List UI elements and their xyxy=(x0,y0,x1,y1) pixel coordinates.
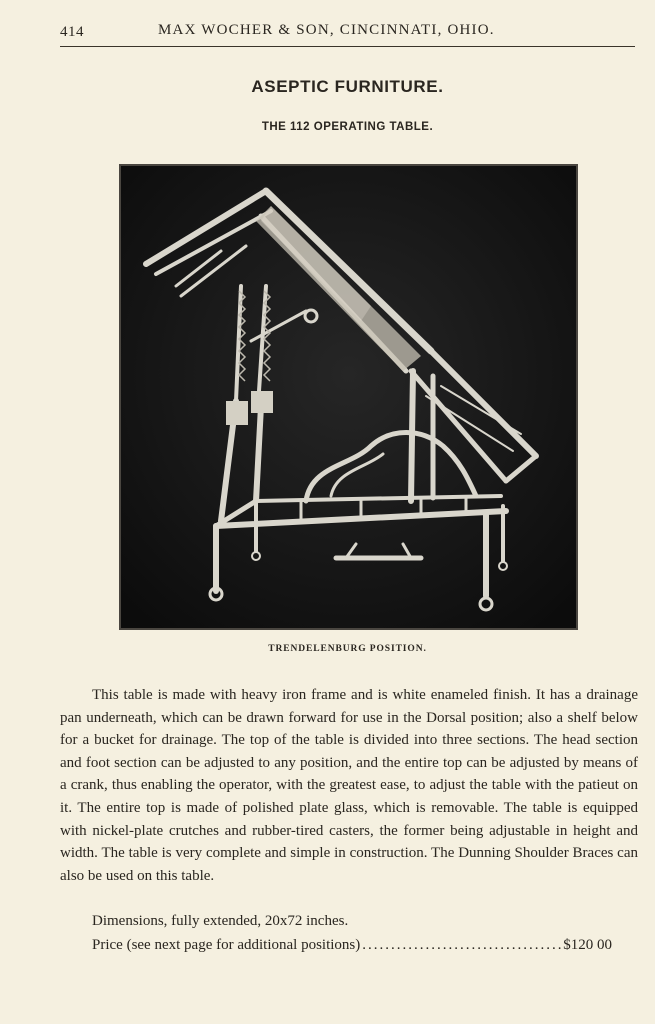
page-number: 414 xyxy=(60,24,84,40)
description-text xyxy=(60,684,638,887)
price-value: $120 00 xyxy=(563,937,612,953)
section-title: ASEPTIC FURNITURE. xyxy=(251,77,444,96)
product-subtitle: THE 112 OPERATING TABLE. xyxy=(261,121,434,133)
leader-dots xyxy=(362,937,561,954)
price-line xyxy=(92,937,612,954)
dimensions-line: Dimensions, fully extended, 20x72 inches. xyxy=(92,913,349,929)
running-title: MAX WOCHER & SON, CINCINNATI, OHIO. xyxy=(158,22,495,38)
figure-caption: TRENDELENBURG POSITION. xyxy=(268,644,427,654)
running-header xyxy=(60,18,635,47)
price-label: Price (see next page for additional positions) xyxy=(92,937,361,953)
operating-table-photo xyxy=(119,164,578,630)
description-paragraph: This table is made with heavy iron frame and is white enameled finish. It has a drainage pan underneath, which can be drawn forward for use in the Dorsal position; also a shelf below for a bucket for drainage. The top of the table is divided into three sections. The head section and foot section can be adjusted to any position, and the entire top can be adjusted by means of a crank, thus enabling the operator, with the greatest ease, to adjust the table with the patieut on it. The entire top is made of polished plate glass, which is removable. The table is equipped with nickel-plate crutches and rubber-tired casters, the former being adjustable in height and width. The table is very complete and simple in construction. The Dunning Shoulder Braces can also be used on this table. xyxy=(60,687,638,884)
